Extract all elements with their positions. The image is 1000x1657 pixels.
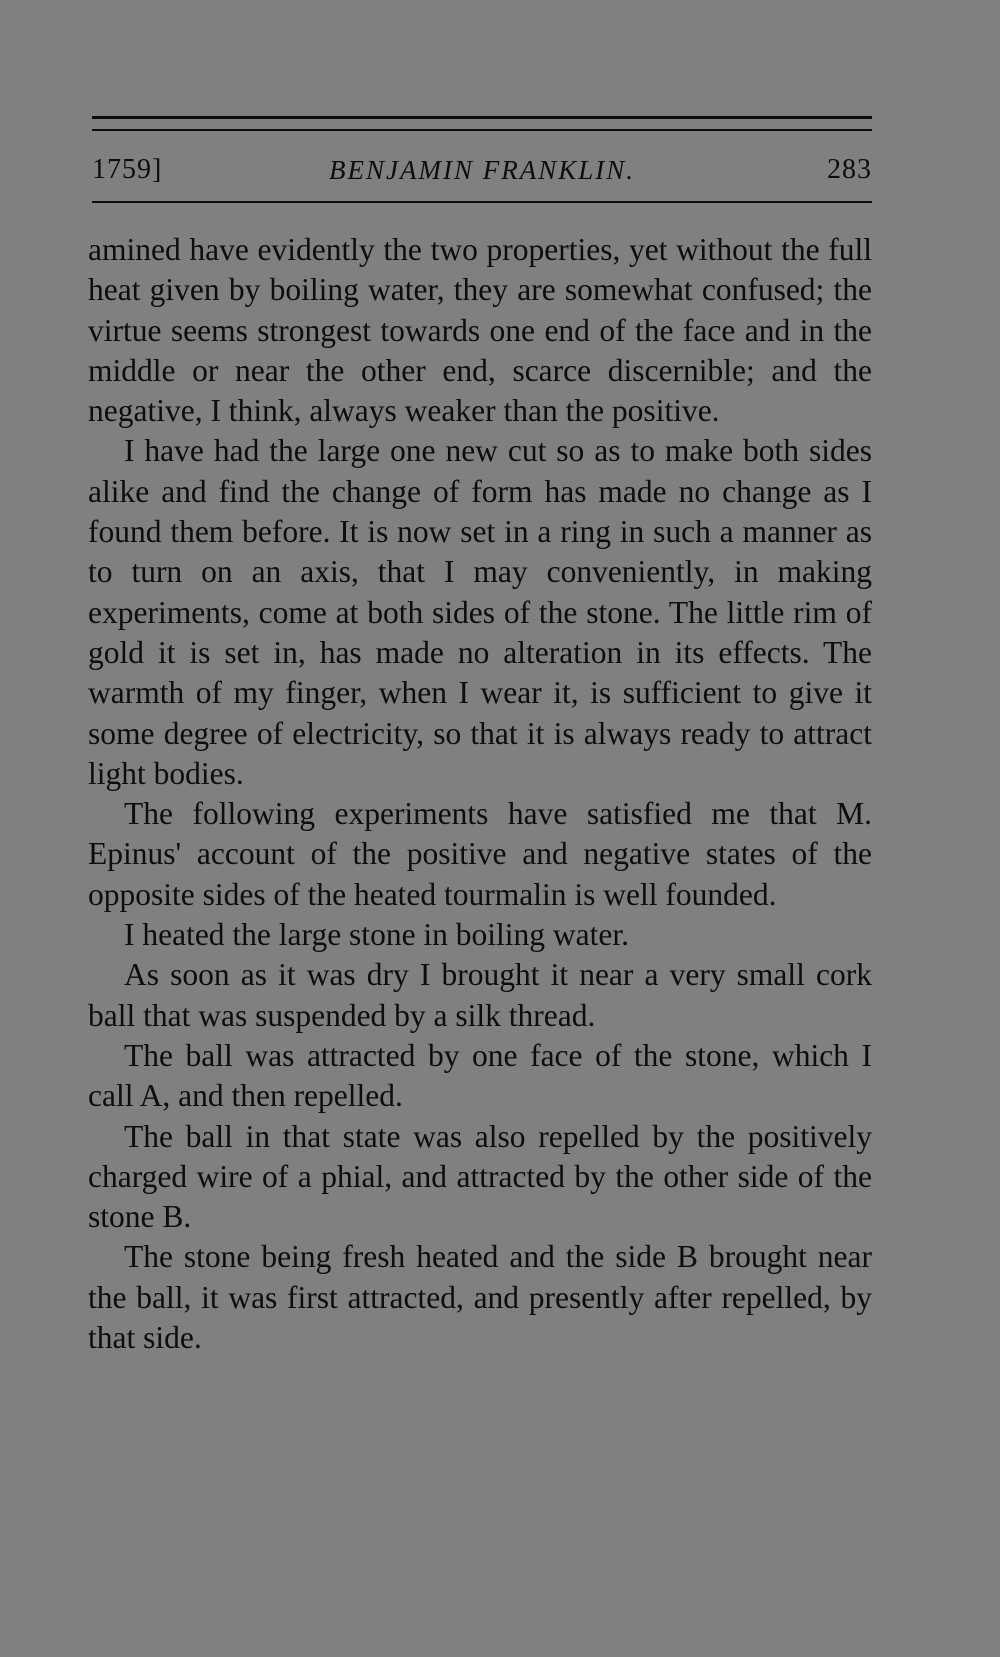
paragraph: I have had the large one new cut so as to make both sides alike and find the change of form has made no change as I found them before. It is now set in a ring in such a manner as to turn on an axis, that I may conveniently, in making experiments, come at both sides of the stone. The little rim of gold it is set in, has made no alteration in its effects. The warmth of my finger, when I wear it, is sufficient to give it some degree of electricity, so that it is always ready to attract light bodies. xyxy=(88,433,872,791)
running-head-title: BENJAMIN FRANKLIN. xyxy=(329,155,635,185)
paragraph: As soon as it was dry I brought it near a very small cork ball that was suspended by a silk thread. xyxy=(88,957,872,1033)
header-rule-second xyxy=(92,129,872,131)
paragraph: The stone being fresh heated and the side B brought near the ball, it was first attracted, and presently after repelled, by that side. xyxy=(88,1239,872,1356)
header-rule-top xyxy=(92,116,872,119)
running-head-year: 1759] xyxy=(92,154,163,185)
paragraph: I heated the large stone in boiling water. xyxy=(124,917,630,953)
paragraph: The ball in that state was also repelled by the positively charged wire of a phial, and attracted by the other side of the stone B. xyxy=(88,1118,872,1235)
paragraph: The following experiments have satisfied me that M. Epinus' account of the positive and negative states of the opposite sides of the heated tourmalin is well founded. xyxy=(88,796,872,912)
body-text xyxy=(88,230,872,1358)
running-head xyxy=(92,150,872,194)
paragraph-continued: amined have evidently the two properties, yet without the full heat given by boiling water, they are somewhat confused; the virtue seems strongest towards one end of the face and in the middle or near the other end, scarce discernible; and the negative, I think, always weaker than the positive. xyxy=(88,232,872,429)
header-rule-bottom xyxy=(92,201,872,203)
page-number: 283 xyxy=(827,154,872,185)
paragraph: The ball was attracted by one face of the stone, which I call A, and then repelled. xyxy=(88,1037,872,1114)
